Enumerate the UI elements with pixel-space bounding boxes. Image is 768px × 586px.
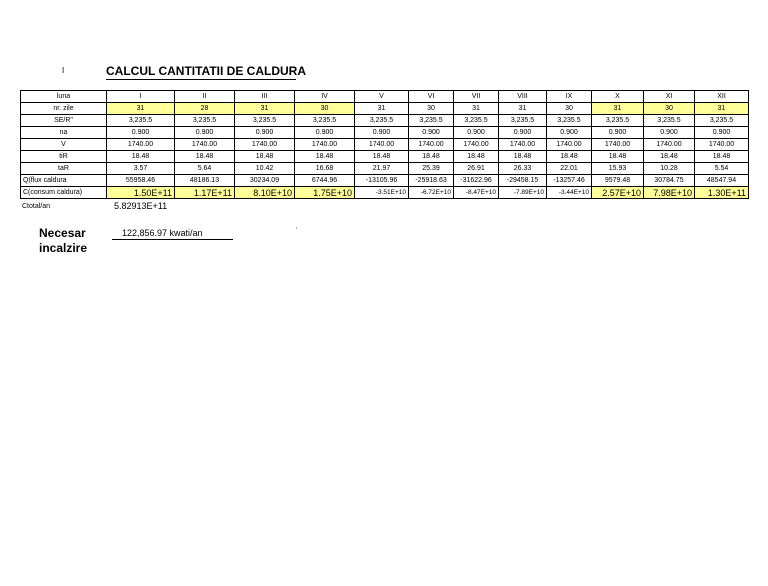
table-cell: 10.28	[644, 163, 695, 175]
table-cell: 10.42	[235, 163, 295, 175]
calc-table	[20, 90, 749, 199]
table-cell: 31	[107, 103, 175, 115]
table-cell: 1740.00	[409, 139, 454, 151]
table-cell: 30	[547, 103, 592, 115]
table-cell: 3,235.5	[355, 115, 409, 127]
table-cell: 18.48	[547, 151, 592, 163]
month-header: VIII	[499, 91, 547, 103]
row-v	[21, 139, 749, 151]
table-cell: 3,235.5	[547, 115, 592, 127]
table-cell: 1740.00	[107, 139, 175, 151]
table-cell: 0.900	[454, 127, 499, 139]
table-cell: 0.900	[355, 127, 409, 139]
total-value: 5.82913E+11	[114, 201, 168, 211]
table-cell: -3.51E+10	[355, 187, 409, 199]
row-label: V	[21, 139, 107, 151]
table-cell: -8.47E+10	[454, 187, 499, 199]
table-cell: 2.57E+10	[592, 187, 644, 199]
table-cell: -25918.63	[409, 175, 454, 187]
row-q	[21, 175, 749, 187]
table-cell: 0.900	[409, 127, 454, 139]
row-label: na	[21, 127, 107, 139]
row-se-r	[21, 115, 749, 127]
table-cell: 0.900	[295, 127, 355, 139]
month-header: II	[175, 91, 235, 103]
table-cell: 0.900	[695, 127, 749, 139]
table-cell: 0.900	[547, 127, 592, 139]
row-c	[21, 187, 749, 199]
table-cell: 7.98E+10	[644, 187, 695, 199]
row-luna	[21, 91, 749, 103]
table-cell: 18.48	[409, 151, 454, 163]
table-cell: -6.72E+10	[409, 187, 454, 199]
table-cell: 55958.46	[107, 175, 175, 187]
table-cell: 1740.00	[454, 139, 499, 151]
month-header: VII	[454, 91, 499, 103]
table-cell: 0.900	[107, 127, 175, 139]
row-label: tiR	[21, 151, 107, 163]
row-label: SE/R"	[21, 115, 107, 127]
table-cell: -3.44E+10	[547, 187, 592, 199]
table-cell: -13257.46	[547, 175, 592, 187]
total-label: Ctotal/an	[22, 203, 51, 210]
table-cell: 31	[235, 103, 295, 115]
table-cell: 31	[454, 103, 499, 115]
table-cell: 26.33	[499, 163, 547, 175]
table-cell: -7.89E+10	[499, 187, 547, 199]
table-cell: 0.900	[175, 127, 235, 139]
table-cell: 3,235.5	[295, 115, 355, 127]
table-cell: 3,235.5	[107, 115, 175, 127]
table-cell: 1740.00	[695, 139, 749, 151]
month-header: VI	[409, 91, 454, 103]
table-cell: 1740.00	[592, 139, 644, 151]
table-cell: 1740.00	[644, 139, 695, 151]
table-cell: 25.39	[409, 163, 454, 175]
table-cell: -31622.96	[454, 175, 499, 187]
necesar-label: Necesar	[39, 226, 86, 240]
table-cell: 18.48	[454, 151, 499, 163]
table-cell: 15.93	[592, 163, 644, 175]
table-cell: 3,235.5	[644, 115, 695, 127]
table-cell: 48186.13	[175, 175, 235, 187]
table-cell: 18.48	[295, 151, 355, 163]
table-cell: 1.17E+11	[175, 187, 235, 199]
month-header: IV	[295, 91, 355, 103]
table-cell: 3,235.5	[235, 115, 295, 127]
month-header: X	[592, 91, 644, 103]
table-cell: 3,235.5	[499, 115, 547, 127]
month-header: IX	[547, 91, 592, 103]
table-cell: 16.68	[295, 163, 355, 175]
month-header: V	[355, 91, 409, 103]
table-cell: 3.57	[107, 163, 175, 175]
table-cell: 18.48	[695, 151, 749, 163]
table-cell: 48547.94	[695, 175, 749, 187]
table-cell: 5.54	[695, 163, 749, 175]
month-header: XI	[644, 91, 695, 103]
row-tir	[21, 151, 749, 163]
table-cell: 1.50E+11	[107, 187, 175, 199]
row-label: taR	[21, 163, 107, 175]
table-cell: 3,235.5	[592, 115, 644, 127]
table-cell: 18.48	[499, 151, 547, 163]
table-cell: 18.48	[235, 151, 295, 163]
month-header: XII	[695, 91, 749, 103]
table-cell: -13105.96	[355, 175, 409, 187]
table-cell: 31	[592, 103, 644, 115]
row-na	[21, 127, 749, 139]
necesar-value: 122,856.97 kwati/an	[122, 228, 203, 238]
page-title: CALCUL CANTITATII DE CALDURA	[106, 64, 306, 78]
row-label: luna	[21, 91, 107, 103]
table-cell: 0.900	[592, 127, 644, 139]
divider	[112, 239, 233, 240]
table-cell: 18.48	[592, 151, 644, 163]
table-cell: 18.48	[355, 151, 409, 163]
table-cell: 6744.96	[295, 175, 355, 187]
month-header: I	[107, 91, 175, 103]
table-cell: 3,235.5	[695, 115, 749, 127]
table-cell: 0.900	[235, 127, 295, 139]
tick-mark: '	[296, 228, 298, 234]
table-cell: 1740.00	[235, 139, 295, 151]
table-cell: 18.48	[107, 151, 175, 163]
row-nr-zile	[21, 103, 749, 115]
table-cell: 18.48	[175, 151, 235, 163]
table-cell: 1.30E+11	[695, 187, 749, 199]
table-cell: 3,235.5	[454, 115, 499, 127]
table-cell: 30	[644, 103, 695, 115]
table-cell: 31	[499, 103, 547, 115]
table-cell: 30	[409, 103, 454, 115]
table-cell: 5.64	[175, 163, 235, 175]
table-cell: 1740.00	[295, 139, 355, 151]
row-label: C(consum caldura)	[21, 187, 107, 199]
row-label: Q(flux caldura	[21, 175, 107, 187]
table-cell: 9579.48	[592, 175, 644, 187]
table-cell: 30784.75	[644, 175, 695, 187]
table-cell: 31	[355, 103, 409, 115]
table-cell: 26.91	[454, 163, 499, 175]
table-cell: 1740.00	[175, 139, 235, 151]
table-cell: 31	[695, 103, 749, 115]
table-cell: 8.10E+10	[235, 187, 295, 199]
section-marker: I	[62, 66, 65, 75]
necesar-label-2: incalzire	[39, 241, 88, 255]
table-cell: 1740.00	[355, 139, 409, 151]
table-cell: 18.48	[644, 151, 695, 163]
table-cell: 0.900	[499, 127, 547, 139]
table-cell: -29458.15	[499, 175, 547, 187]
table-cell: 1740.00	[499, 139, 547, 151]
table-cell: 1740.00	[547, 139, 592, 151]
month-header: III	[235, 91, 295, 103]
table-cell: 3,235.5	[409, 115, 454, 127]
table-cell: 21.97	[355, 163, 409, 175]
table-cell: 28	[175, 103, 235, 115]
table-cell: 3,235.5	[175, 115, 235, 127]
table-cell: 22.01	[547, 163, 592, 175]
row-label: nr. zile	[21, 103, 107, 115]
table-cell: 30	[295, 103, 355, 115]
table-cell: 0.900	[644, 127, 695, 139]
table-cell: 30234.09	[235, 175, 295, 187]
row-tar	[21, 163, 749, 175]
table-cell: 1.75E+10	[295, 187, 355, 199]
